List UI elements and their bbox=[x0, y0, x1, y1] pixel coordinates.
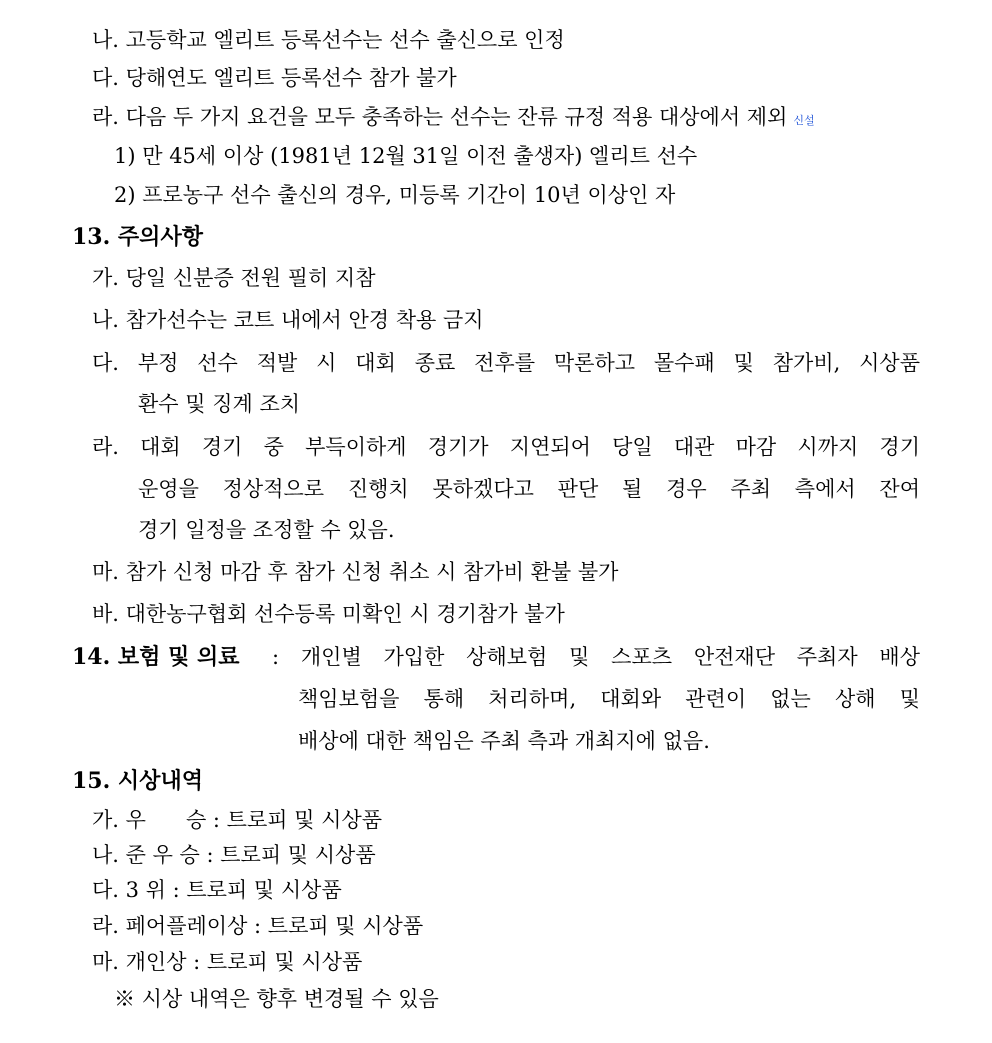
rule-ra-exception bbox=[92, 102, 815, 132]
caution-ra-line-3: 경기 일정을 조정할 수 있음. bbox=[138, 518, 395, 542]
caution-ra-line-1: 라. 대회 경기 중 부득이하게 경기가 지연되어 당일 대관 마감 시까지 경기 bbox=[92, 435, 920, 459]
section-14-title: 14. 보험 및 의료 bbox=[72, 644, 240, 670]
award-runner-up: 나. 준 우 승 : 트로피 및 시상품 bbox=[92, 843, 376, 867]
award-winner: 가. 우 승 : 트로피 및 시상품 bbox=[92, 808, 383, 832]
caution-da-line-1: 다. 부정 선수 적발 시 대회 종료 전후를 막론하고 몰수패 및 참가비, 시상품 bbox=[92, 351, 920, 375]
rule-ra-sub-1: 1) 만 45세 이상 (1981년 12월 31일 이전 출생자) 엘리트 선수 bbox=[114, 144, 698, 168]
caution-da-line-2: 환수 및 징계 조치 bbox=[138, 392, 301, 416]
caution-ba: 바. 대한농구협회 선수등록 미확인 시 경기참가 불가 bbox=[92, 602, 565, 626]
section-14-line-1: : 개인별 가입한 상해보험 및 스포츠 안전재단 주최자 배상 bbox=[272, 645, 920, 669]
section-14-line-2: 책임보험을 통해 처리하며, 대회와 관련이 없는 상해 및 bbox=[298, 687, 920, 711]
award-individual: 마. 개인상 : 트로피 및 시상품 bbox=[92, 950, 363, 974]
section-13-title: 13. 주의사항 bbox=[72, 224, 203, 250]
caution-na: 나. 참가선수는 코트 내에서 안경 착용 금지 bbox=[92, 308, 484, 332]
rule-da-current-year: 다. 당해연도 엘리트 등록선수 참가 불가 bbox=[92, 66, 457, 90]
caution-ma: 마. 참가 신청 마감 후 참가 신청 취소 시 참가비 환불 불가 bbox=[92, 560, 619, 584]
rule-ra-sub-2: 2) 프로농구 선수 출신의 경우, 미등록 기간이 10년 이상인 자 bbox=[114, 183, 676, 207]
section-14-line-3: 배상에 대한 책임은 주최 측과 개최지에 없음. bbox=[298, 729, 710, 753]
award-note: ※ 시상 내역은 향후 변경될 수 있음 bbox=[114, 987, 439, 1011]
caution-ra-line-2: 운영을 정상적으로 진행치 못하겠다고 판단 될 경우 주최 측에서 잔여 bbox=[138, 477, 920, 501]
section-15-title: 15. 시상내역 bbox=[72, 768, 203, 794]
award-third: 다. 3 위 : 트로피 및 시상품 bbox=[92, 878, 342, 902]
rule-na-highschool: 나. 고등학교 엘리트 등록선수는 선수 출신으로 인정 bbox=[92, 28, 565, 52]
award-fairplay: 라. 페어플레이상 : 트로피 및 시상품 bbox=[92, 914, 424, 938]
rule-ra-text: 라. 다음 두 가지 요건을 모두 충족하는 선수는 잔류 규정 적용 대상에서 제외 bbox=[92, 105, 788, 129]
new-badge: 신설 bbox=[793, 114, 815, 127]
caution-ga: 가. 당일 신분증 전원 필히 지참 bbox=[92, 266, 376, 290]
